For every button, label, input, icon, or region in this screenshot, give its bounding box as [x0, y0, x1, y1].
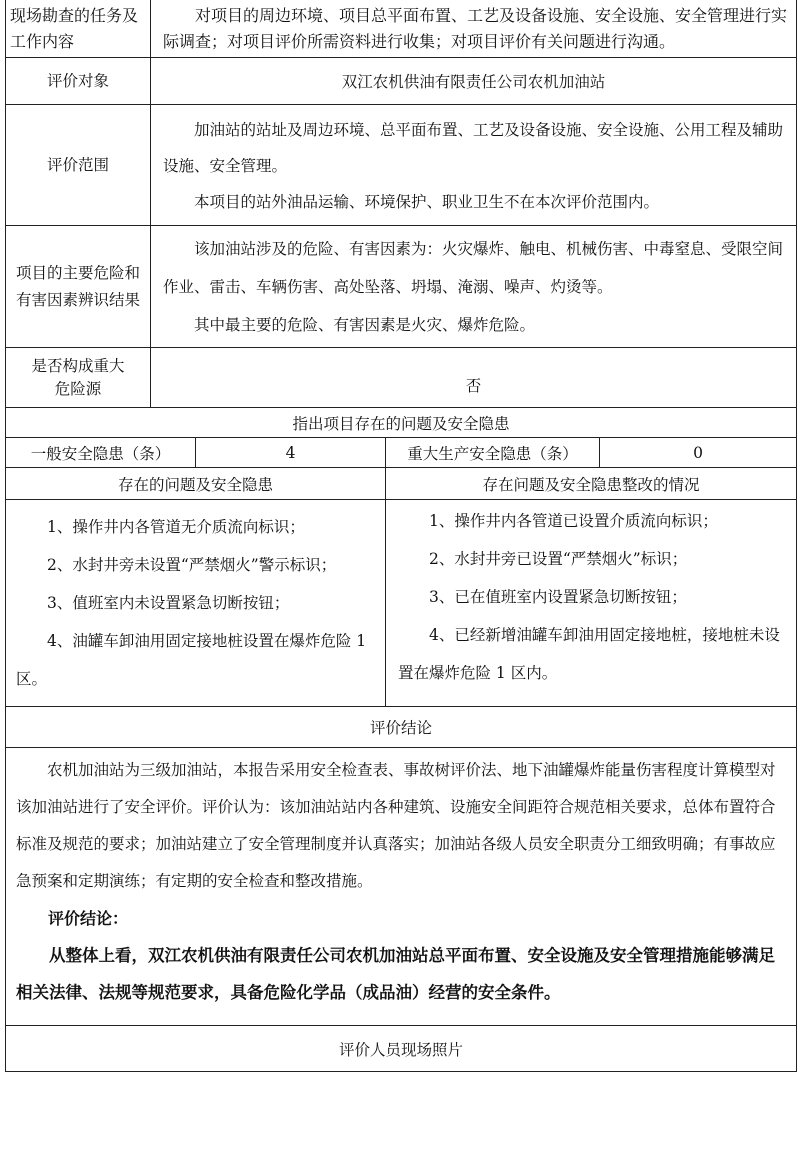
conclusion-header: 评价结论 — [5, 707, 797, 748]
scope-label: 评价范围 — [6, 105, 151, 225]
survey-content — [151, 0, 796, 57]
conclusion-body: 农机加油站为三级加油站，本报告采用安全检查表、事故树评价法、地下油罐爆炸能量伤害程度计算模型对该加油站进行了安全评价。评价认为：该加油站站内各种建筑、设施安全间距符合规范相关要求，总体布置符合标准及规范的要求；加油站建立了安全管理制度并认真落实；加油站各级人员安全职责分工细致明确；有事故应急预案和定期演练；有定期的安全检查和整改措施。 — [16, 761, 776, 890]
survey-row — [5, 0, 797, 58]
issue-item-4: 4、油罐车卸油用固定接地桩设置在爆炸危险 1 区。 — [16, 632, 367, 688]
major-hazard-value: 否 — [465, 376, 482, 395]
fix-item-4: 4、已经新增油罐车卸油用固定接地桩，接地桩未设置在爆炸危险 1 区内。 — [398, 626, 780, 682]
fix-item-3: 3、已在值班室内设置紧急切断按钮； — [429, 588, 687, 606]
scope-paragraph-1: 加油站的站址及周边环境、总平面布置、工艺及设备设施、安全设施、公用工程及辅助设施、安全管理。 — [163, 121, 784, 175]
fix-item-1: 1、操作井内各管道已设置介质流向标识； — [429, 512, 718, 530]
hazards-paragraph-2: 其中最主要的危险、有害因素是火灾、爆炸危险。 — [194, 316, 536, 334]
fix-item-2: 2、水封井旁已设置“严禁烟火”标识； — [429, 550, 688, 568]
major-hazard-label: 是否构成重大危险源 — [6, 348, 151, 407]
evaluation-table — [5, 0, 797, 1072]
conclusion-subtitle: 评价结论： — [48, 909, 129, 928]
scope-row — [5, 105, 797, 226]
issues-header: 指出项目存在的问题及安全隐患 — [5, 408, 797, 438]
conclusion-row — [5, 748, 797, 1026]
survey-label: 现场勘查的任务及工作内容 — [6, 0, 151, 57]
issue-item-2: 2、水封井旁未设置“严禁烟火”警示标识； — [47, 556, 337, 574]
target-label: 评价对象 — [6, 58, 151, 104]
target-row — [5, 58, 797, 105]
counts-row — [5, 438, 797, 468]
general-hazard-label: 一般安全隐患（条） — [6, 438, 196, 467]
general-hazard-value: 4 — [196, 438, 386, 467]
issues-columns-header — [5, 468, 797, 500]
scope-content — [151, 105, 796, 225]
hazards-row — [5, 226, 797, 348]
issue-item-3: 3、值班室内未设置紧急切断按钮； — [47, 594, 290, 612]
survey-text: 对项目的周边环境、项目总平面布置、工艺及设备设施、安全设施、安全管理进行实际调查；对项目评价所需资料进行收集；对项目评价有关问题进行沟通。 — [163, 6, 788, 51]
issues-left-list — [6, 500, 386, 706]
target-value: 双江农机供油有限责任公司农机加油站 — [341, 73, 606, 91]
issues-right-list — [386, 500, 796, 706]
hazards-paragraph-1: 该加油站涉及的危险、有害因素为：火灾爆炸、触电、机械伤害、中毒窒息、受限空间作业、雷击、车辆伤害、高处坠落、坍塌、淹溺、噪声、灼烫等。 — [163, 240, 784, 296]
issues-right-header: 存在问题及安全隐患整改的情况 — [482, 475, 700, 494]
scope-paragraph-2: 本项目的站外油品运输、环境保护、职业卫生不在本次评价范围内。 — [194, 193, 660, 211]
issues-left-header: 存在的问题及安全隐患 — [6, 468, 386, 499]
hazards-content — [151, 226, 796, 347]
major-hazard-row — [5, 348, 797, 408]
major-hazard-count-value: 0 — [693, 443, 703, 462]
hazards-label: 项目的主要危险和有害因素辨识结果 — [6, 226, 151, 347]
issues-row — [5, 500, 797, 707]
issue-item-1: 1、操作井内各管道无介质流向标识； — [47, 518, 305, 536]
conclusion-final: 从整体上看，双江农机供油有限责任公司农机加油站总平面布置、安全设施及安全管理措施能够满足相关法律、法规等规范要求，具备危险化学品（成品油）经营的安全条件。 — [16, 946, 775, 1002]
photos-header: 评价人员现场照片 — [5, 1026, 797, 1072]
major-hazard-count-label: 重大生产安全隐患（条） — [386, 438, 600, 467]
